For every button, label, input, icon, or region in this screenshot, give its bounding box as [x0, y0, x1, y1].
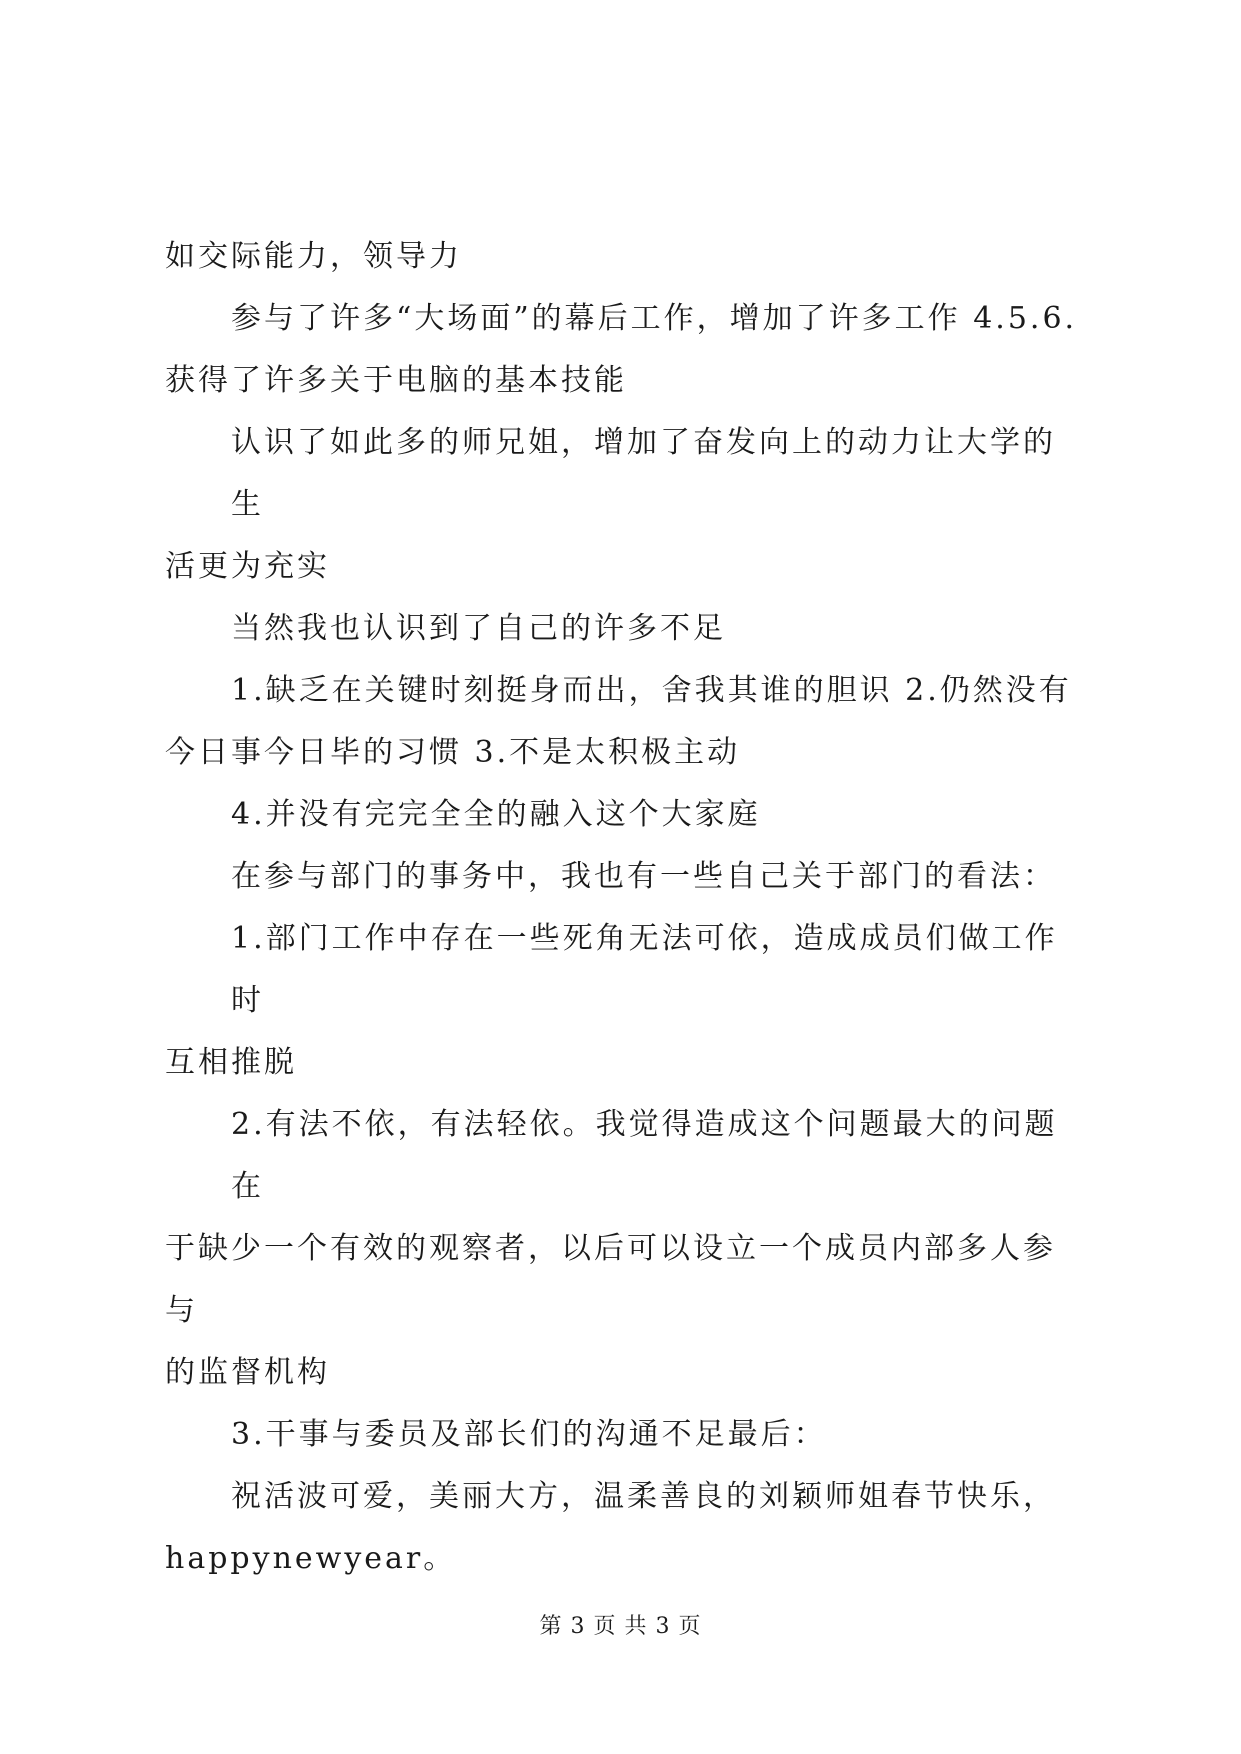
text-line: 今日事今日毕的习惯 3.不是太积极主动: [165, 735, 741, 770]
text-line: 参与了许多“大场面”的幕后工作，增加了许多工作 4.5.6.: [231, 301, 1078, 336]
text-line: 2.有法不依，有法轻依。我觉得造成这个问题最大的问题在: [231, 1107, 1058, 1204]
text-line: 4.并没有完完全全的融入这个大家庭: [231, 797, 761, 832]
text-line: 于缺少一个有效的观察者，以后可以设立一个成员内部多人参与: [165, 1231, 1056, 1328]
text-line: 1.缺乏在关键时刻挺身而出，舍我其谁的胆识 2.仍然没有: [231, 673, 1072, 708]
text-line: 在参与部门的事务中，我也有一些自己关于部门的看法：: [231, 859, 1056, 894]
text-line: 3.干事与委员及部长们的沟通不足最后：: [231, 1417, 827, 1452]
text-line: 祝活波可爱，美丽大方，温柔善良的刘颖师姐春节快乐，: [231, 1479, 1056, 1514]
text-line: 活更为充实: [165, 549, 330, 584]
text-line: 获得了许多关于电脑的基本技能: [165, 363, 627, 398]
text-line: 当然我也认识到了自己的许多不足: [231, 611, 726, 646]
page-number-footer: 第 3 页 共 3 页: [539, 1614, 702, 1639]
text-line: 如交际能力，领导力: [165, 239, 462, 274]
document-body: [165, 226, 1085, 1590]
text-line: 的监督机构: [165, 1355, 330, 1390]
text-line: 互相推脱: [165, 1045, 297, 1080]
text-line: 1.部门工作中存在一些死角无法可依，造成成员们做工作时: [231, 921, 1058, 1018]
text-line: happynewyear。: [165, 1541, 457, 1576]
text-line: 认识了如此多的师兄姐，增加了奋发向上的动力让大学的生: [231, 425, 1056, 522]
